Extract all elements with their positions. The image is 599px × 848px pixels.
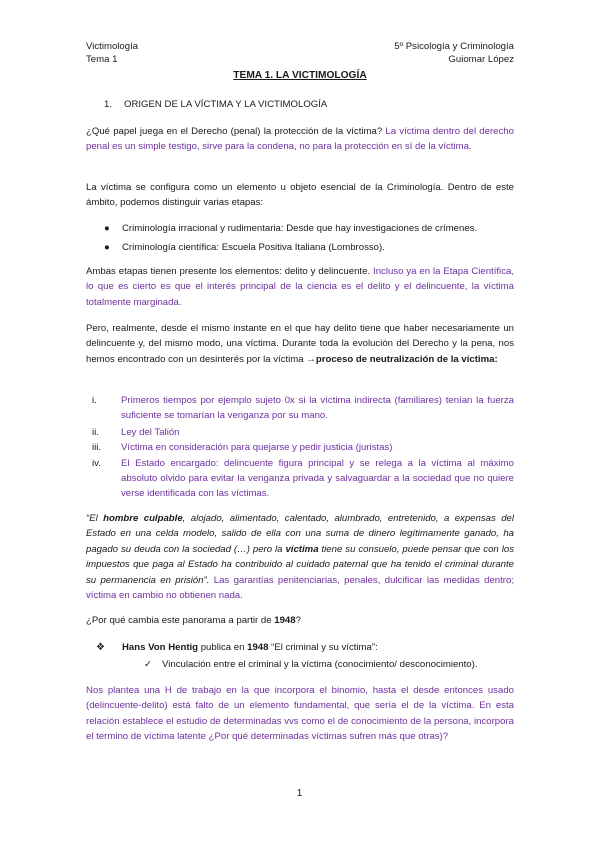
year-1948-b: 1948 xyxy=(247,642,269,653)
section-heading xyxy=(86,97,514,112)
quote-bold-culpable: hombre culpable xyxy=(103,513,183,524)
author-name: Hans Von Hentig xyxy=(122,642,199,653)
quote-comment: Las garantías penitenciarias, penales, dulcificar las medidas dentro; víctima en cambio no obtienen nada. xyxy=(86,574,514,602)
work-title: “El criminal y su víctima”: xyxy=(268,642,378,653)
arrow-icon: → xyxy=(306,353,316,365)
list-item xyxy=(86,440,514,455)
year-1948: 1948 xyxy=(274,615,296,626)
list-numeral: i. xyxy=(92,395,97,406)
list-numeral: iii. xyxy=(92,442,102,454)
question-text: ¿Qué papel juega en el Derecho (penal) la protección de la víctima? xyxy=(86,126,383,137)
neutralization-term: proceso de neutralización de la víctima xyxy=(315,353,495,365)
list-item xyxy=(86,456,514,502)
hentig-subitem-text: Vinculación entre el criminal y la víctima (conocimiento/ desconocimiento). xyxy=(162,659,478,670)
check-icon: ✓ xyxy=(144,659,153,670)
section-label: ORIGEN DE LA VÍCTIMA Y LA VICTIMOLOGÍA xyxy=(124,99,328,110)
list-numeral: iv. xyxy=(92,457,101,469)
hentig-item: ❖ Hans Von Hentig publica en 1948 “El criminal y su víctima”: xyxy=(86,640,514,655)
list-item: ● Criminología irracional y rudimentaria: Desde que hay investigaciones de crímenes. xyxy=(86,221,514,240)
question-1948: ¿Por qué cambia este panorama a partir de 1948? xyxy=(86,615,301,626)
list-item-text: Primeros tiempos por ejemplo sujeto 0x si la víctima indirecta (familiares) tenían la fuerza suficiente se tomarían la venganza por su mano. xyxy=(121,395,514,422)
paragraph-binomio: Nos plantea una H de trabajo en la que incorpora el binomio, hasta el desde entonces usado (delincuente-delito) está falto de un elemento fundamental, que sería el de la víctima. En esta relación establece el estudio de determinadas vvs como el de conocimiento de la persona, incorpora el termino de víctima latente ¿Por qué determinadas víctimas sufren más que otras)? xyxy=(86,685,514,743)
list-item-text: El Estado encargado: delincuente figura principal y se relega a la víctima al máximo absoluto olvido para evitar la venganza privada y salvaguardar a la sociedad que no quiere verse identificada con las víctimas. xyxy=(121,457,514,500)
stages-list xyxy=(86,221,514,255)
hentig-subitem xyxy=(86,657,514,672)
quote-bold-victima: víctima xyxy=(285,543,319,555)
quote-paragraph: “El hombre culpable, alojado, alimentado, calentado, alumbrado, entretenido, a expensas del Estado en una celda modelo, salido de ella con una suma de dinero legítimamente ganado, ha pagado su deuda con la sociedad (…) pero la víctima tiene su consuelo, puede pensar que con los impuestos que paga al Estado ha contribuido al cuidado paternal que ha tenido el criminal durante su permanencia en prisión”. Las garantías penitenciarias, penales, dulcificar las medidas dentro; víctima en cambio no obtienen nada. xyxy=(86,513,514,602)
answer-text: La víctima dentro del derecho penal es un simple testigo, sirve para la condena, no para la protección en sí de la víctima. xyxy=(86,126,514,153)
paragraph-stages-elements xyxy=(86,264,514,310)
list-item-text: Ley del Talión xyxy=(121,426,180,438)
header-left xyxy=(86,40,138,66)
page-number: 1 xyxy=(296,788,303,799)
paragraph-stages-intro: La víctima se configura como un elemento u objeto esencial de la Criminología. Dentro de este ámbito, podemos distinguir varias etapas: xyxy=(86,182,514,209)
header-topic: Tema 1 xyxy=(86,54,118,65)
section-number: 1. xyxy=(104,99,113,110)
phases-list xyxy=(86,393,514,502)
paragraph-question xyxy=(86,124,514,155)
header-author: Guiomar López xyxy=(448,54,514,65)
list-numeral: ii. xyxy=(92,426,99,438)
diamond-bullet-icon: ❖ xyxy=(96,642,105,653)
header-right xyxy=(394,40,514,66)
header-course: 5º Psicología y Criminología xyxy=(394,41,514,52)
list-item xyxy=(86,425,514,440)
page-title: TEMA 1. LA VICTIMOLOGÍA xyxy=(233,70,367,81)
list-item-text: Víctima en consideración para quejarse y pedir justicia (juristas) xyxy=(121,442,393,454)
elements-text: Ambas etapas tienen presente los elementos: delito y delincuente. xyxy=(86,266,371,277)
list-item: ● Criminología científica: Escuela Positiva Italiana (Lombrosso). xyxy=(86,240,514,255)
bullet-dot-icon: ● xyxy=(104,223,110,234)
bullet-dot-icon: ● xyxy=(104,242,110,253)
list-item xyxy=(86,393,514,424)
header-subject: Victimología xyxy=(86,41,139,52)
elements-note: Incluso ya en la Etapa Científica, lo que es cierto es que el interés principal de la ciencia es el delito y el delincuente, la víctima totalmente marginada. xyxy=(86,266,514,308)
paragraph-neutralization: Pero, realmente, desde el mismo instante en el que hay delito tiene que haber necesariamente un delincuente y, del mismo modo, una víctima. Durante toda la evolución del Derecho y la pena, nos hemos encontrado con un desinterés por la víctima →proceso de neutralización de la víctima: xyxy=(86,323,514,365)
